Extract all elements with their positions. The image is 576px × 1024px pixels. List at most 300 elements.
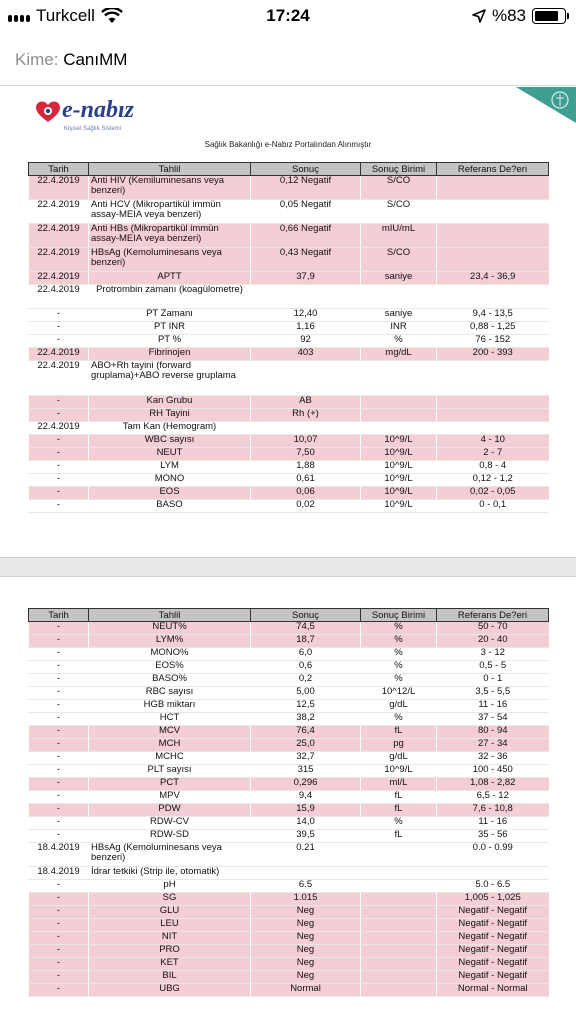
table-row xyxy=(29,830,549,843)
table-row xyxy=(29,474,549,487)
battery-icon xyxy=(532,8,566,24)
cell-result: 0,66 Negatif xyxy=(251,224,361,248)
cell-unit xyxy=(361,932,437,945)
cell-result: 76,4 xyxy=(251,726,361,739)
table-row xyxy=(29,752,549,765)
table-row xyxy=(29,461,549,474)
cell-test: PT INR xyxy=(89,322,251,335)
table-row xyxy=(29,635,549,648)
cell-reference: Negatif - Negatif xyxy=(437,945,549,958)
table-row xyxy=(29,791,549,804)
cell-unit xyxy=(361,906,437,919)
cell-result: 5,00 xyxy=(251,687,361,700)
cell-result: 315 xyxy=(251,765,361,778)
cell-result: 14,0 xyxy=(251,817,361,830)
table-row xyxy=(29,919,549,932)
cell-reference: 11 - 16 xyxy=(437,817,549,830)
cell-date: 22.4.2019 xyxy=(29,176,89,200)
cell-result xyxy=(251,361,361,396)
cell-test: Kan Grubu xyxy=(89,396,251,409)
table-row xyxy=(29,348,549,361)
document-title: Sağlık Bakanlığı e-Nabız Portalından Alınmıştır xyxy=(204,140,372,149)
cell-unit xyxy=(361,880,437,893)
cell-reference xyxy=(437,422,549,435)
table-row xyxy=(29,778,549,791)
cell-reference xyxy=(437,224,549,248)
cell-test: PLT sayısı xyxy=(89,765,251,778)
cell-date: 22.4.2019 xyxy=(29,285,89,309)
cell-unit: 10^9/L xyxy=(361,435,437,448)
table-row xyxy=(29,984,549,997)
cell-test: EOS% xyxy=(89,661,251,674)
cell-date: - xyxy=(29,396,89,409)
table-row xyxy=(29,687,549,700)
cell-date: - xyxy=(29,674,89,687)
cell-result: 37,9 xyxy=(251,272,361,285)
cell-result: 25,0 xyxy=(251,739,361,752)
table-header-row xyxy=(29,609,549,622)
cell-date: - xyxy=(29,487,89,500)
cell-test: RBC sayısı xyxy=(89,687,251,700)
table-row xyxy=(29,487,549,500)
cell-test: NIT xyxy=(89,932,251,945)
cell-unit: saniye xyxy=(361,272,437,285)
cell-date: - xyxy=(29,804,89,817)
cell-reference: Negatif - Negatif xyxy=(437,906,549,919)
table-row xyxy=(29,248,549,272)
cell-test: pH xyxy=(89,880,251,893)
header-date: Tarih xyxy=(29,163,89,176)
cell-test: Anti HIV (Kemiluminesans veya benzeri) xyxy=(89,176,251,200)
cell-test: Protrombin zamanı (koagülometre) xyxy=(89,285,251,309)
table-row xyxy=(29,674,549,687)
cell-unit: S/CO xyxy=(361,248,437,272)
cell-reference: 27 - 34 xyxy=(437,739,549,752)
cell-result: 0,296 xyxy=(251,778,361,791)
cell-unit: 10^9/L xyxy=(361,765,437,778)
cell-reference: 1,005 - 1,025 xyxy=(437,893,549,906)
cell-date: - xyxy=(29,984,89,997)
cell-date: - xyxy=(29,778,89,791)
cell-test: MCV xyxy=(89,726,251,739)
cell-reference: 9,4 - 13,5 xyxy=(437,309,549,322)
cell-date: - xyxy=(29,932,89,945)
cell-unit xyxy=(361,867,437,880)
cell-date: - xyxy=(29,448,89,461)
cell-unit: % xyxy=(361,648,437,661)
cell-date: - xyxy=(29,500,89,513)
cell-result xyxy=(251,422,361,435)
cell-reference xyxy=(437,867,549,880)
to-value[interactable]: CanıMM xyxy=(63,50,128,69)
cell-date: - xyxy=(29,739,89,752)
cell-unit: pg xyxy=(361,739,437,752)
cell-unit: g/dL xyxy=(361,700,437,713)
cell-unit: 10^9/L xyxy=(361,500,437,513)
cell-reference: 0 - 0,1 xyxy=(437,500,549,513)
cell-date: 22.4.2019 xyxy=(29,248,89,272)
cell-date: - xyxy=(29,971,89,984)
table-row xyxy=(29,880,549,893)
cell-test: MPV xyxy=(89,791,251,804)
table-row xyxy=(29,176,549,200)
table-row xyxy=(29,945,549,958)
cell-unit: fL xyxy=(361,726,437,739)
cell-reference: 5.0 - 6.5 xyxy=(437,880,549,893)
cell-date: - xyxy=(29,474,89,487)
cell-date: - xyxy=(29,635,89,648)
cell-test: KET xyxy=(89,958,251,971)
table-row xyxy=(29,713,549,726)
table-row xyxy=(29,422,549,435)
cell-date: - xyxy=(29,461,89,474)
cell-unit: 10^12/L xyxy=(361,687,437,700)
cell-unit xyxy=(361,422,437,435)
cell-result: 32,7 xyxy=(251,752,361,765)
cell-test: Tam Kan (Hemogram) xyxy=(89,422,251,435)
cell-date: - xyxy=(29,830,89,843)
cell-date: - xyxy=(29,752,89,765)
cell-unit: ml/L xyxy=(361,778,437,791)
location-arrow-icon xyxy=(472,9,486,23)
cell-result: 92 xyxy=(251,335,361,348)
cell-reference xyxy=(437,361,549,396)
cell-reference: 0,02 - 0,05 xyxy=(437,487,549,500)
cell-result: 15,9 xyxy=(251,804,361,817)
cell-unit: S/CO xyxy=(361,176,437,200)
cell-result: 1,88 xyxy=(251,461,361,474)
cell-test: GLU xyxy=(89,906,251,919)
table-row xyxy=(29,396,549,409)
to-label: Kime: xyxy=(15,50,59,69)
table-row xyxy=(29,661,549,674)
cell-reference: 1,08 - 2,82 xyxy=(437,778,549,791)
lab-results-table-1 xyxy=(28,162,549,513)
cell-reference: 20 - 40 xyxy=(437,635,549,648)
cell-test: UBG xyxy=(89,984,251,997)
table-row xyxy=(29,906,549,919)
cell-date: - xyxy=(29,309,89,322)
cell-result: Neg xyxy=(251,906,361,919)
table-row xyxy=(29,739,549,752)
table-row xyxy=(29,409,549,422)
cell-result xyxy=(251,285,361,309)
cell-test: MONO% xyxy=(89,648,251,661)
cell-result: 7,50 xyxy=(251,448,361,461)
ministry-emblem-icon xyxy=(516,87,576,123)
table-row xyxy=(29,726,549,739)
cell-unit: % xyxy=(361,635,437,648)
cell-reference: 0,5 - 5 xyxy=(437,661,549,674)
cell-unit xyxy=(361,361,437,396)
cell-result: 12,5 xyxy=(251,700,361,713)
table-row xyxy=(29,932,549,945)
cell-date: 22.4.2019 xyxy=(29,200,89,224)
cell-reference: 0,8 - 4 xyxy=(437,461,549,474)
enabiz-logo xyxy=(36,93,186,137)
cell-reference: 0 - 1 xyxy=(437,674,549,687)
cell-result: 0,61 xyxy=(251,474,361,487)
page-separator xyxy=(0,557,576,577)
cell-result: Rh (+) xyxy=(251,409,361,422)
cell-test: LEU xyxy=(89,919,251,932)
cell-result: 6.5 xyxy=(251,880,361,893)
table-row xyxy=(29,448,549,461)
cell-date: - xyxy=(29,906,89,919)
cell-unit: mIU/mL xyxy=(361,224,437,248)
table-row xyxy=(29,804,549,817)
cell-date: 22.4.2019 xyxy=(29,422,89,435)
cell-unit xyxy=(361,409,437,422)
cell-result: 0,2 xyxy=(251,674,361,687)
table-row xyxy=(29,765,549,778)
cell-reference: 80 - 94 xyxy=(437,726,549,739)
table-row xyxy=(29,272,549,285)
cell-unit: fL xyxy=(361,791,437,804)
cell-reference: Normal - Normal xyxy=(437,984,549,997)
cell-reference: Negatif - Negatif xyxy=(437,958,549,971)
cell-test: İdrar tetkiki (Strip ile, otomatik) xyxy=(89,867,251,880)
cell-date: - xyxy=(29,335,89,348)
cell-reference xyxy=(437,200,549,224)
cell-test: BIL xyxy=(89,971,251,984)
cell-date: - xyxy=(29,945,89,958)
cell-result: 38,2 xyxy=(251,713,361,726)
cell-reference: 0,88 - 1,25 xyxy=(437,322,549,335)
cell-result: Neg xyxy=(251,971,361,984)
cell-reference: 35 - 56 xyxy=(437,830,549,843)
cell-unit: fL xyxy=(361,804,437,817)
cell-test: RDW-CV xyxy=(89,817,251,830)
table-row xyxy=(29,817,549,830)
header-date: Tarih xyxy=(29,609,89,622)
cell-date: - xyxy=(29,322,89,335)
table-row xyxy=(29,335,549,348)
cell-test: HBsAg (Kemoluminesans veya benzeri) xyxy=(89,843,251,867)
cell-unit: g/dL xyxy=(361,752,437,765)
table-row xyxy=(29,322,549,335)
cell-date: - xyxy=(29,765,89,778)
cell-test: PDW xyxy=(89,804,251,817)
table-row xyxy=(29,500,549,513)
cell-reference: 7,6 - 10,8 xyxy=(437,804,549,817)
cell-unit xyxy=(361,285,437,309)
cell-date: 22.4.2019 xyxy=(29,272,89,285)
table-row xyxy=(29,648,549,661)
cell-reference: 3 - 12 xyxy=(437,648,549,661)
cell-test: Anti HBs (Mikropartikül immün assay-MEIA veya benzeri) xyxy=(89,224,251,248)
cell-result: 74,5 xyxy=(251,622,361,635)
cell-unit: S/CO xyxy=(361,200,437,224)
header-unit: Sonuç Birimi xyxy=(361,163,437,176)
cell-reference: 11 - 16 xyxy=(437,700,549,713)
status-right xyxy=(472,6,566,26)
table-row xyxy=(29,622,549,635)
cell-date: 22.4.2019 xyxy=(29,348,89,361)
table-row xyxy=(29,958,549,971)
header-reference: Referans De?eri xyxy=(437,609,549,622)
cell-result: 1.015 xyxy=(251,893,361,906)
cell-reference: 2 - 7 xyxy=(437,448,549,461)
cell-reference: Negatif - Negatif xyxy=(437,971,549,984)
cell-date: - xyxy=(29,687,89,700)
header-test: Tahlil xyxy=(89,163,251,176)
cell-unit: % xyxy=(361,661,437,674)
cell-reference: 200 - 393 xyxy=(437,348,549,361)
cell-date: - xyxy=(29,726,89,739)
cell-test: PT % xyxy=(89,335,251,348)
cell-test: PCT xyxy=(89,778,251,791)
table-row xyxy=(29,224,549,248)
cell-test: MONO xyxy=(89,474,251,487)
table-row xyxy=(29,309,549,322)
logo-text: e-nabız xyxy=(62,97,134,123)
table-row xyxy=(29,867,549,880)
cell-unit xyxy=(361,919,437,932)
cell-result: 12,40 xyxy=(251,309,361,322)
cell-reference: 32 - 36 xyxy=(437,752,549,765)
cell-test: Fibrinojen xyxy=(89,348,251,361)
cell-reference xyxy=(437,248,549,272)
cell-test: NEUT% xyxy=(89,622,251,635)
cell-reference: 4 - 10 xyxy=(437,435,549,448)
cell-result: 10,07 xyxy=(251,435,361,448)
battery-percent: %83 xyxy=(491,6,526,25)
cell-result: Neg xyxy=(251,932,361,945)
cell-unit xyxy=(361,893,437,906)
cell-date: - xyxy=(29,893,89,906)
cell-date: - xyxy=(29,700,89,713)
cell-test: PRO xyxy=(89,945,251,958)
cell-test: ABO+Rh tayini (forward gruplama)+ABO reverse gruplama xyxy=(89,361,251,396)
cell-date: - xyxy=(29,958,89,971)
cell-reference xyxy=(437,285,549,309)
table-body-1 xyxy=(29,176,549,513)
cell-reference: 23,4 - 36,9 xyxy=(437,272,549,285)
cell-unit: % xyxy=(361,817,437,830)
cell-test: EOS xyxy=(89,487,251,500)
cell-reference xyxy=(437,396,549,409)
cell-unit: 10^9/L xyxy=(361,474,437,487)
cell-date: - xyxy=(29,713,89,726)
cell-test: APTT xyxy=(89,272,251,285)
cell-unit: 10^9/L xyxy=(361,487,437,500)
table-row xyxy=(29,700,549,713)
cell-test: SG xyxy=(89,893,251,906)
header-unit: Sonuç Birimi xyxy=(361,609,437,622)
cell-date: - xyxy=(29,880,89,893)
cell-reference: 37 - 54 xyxy=(437,713,549,726)
cell-test: HCT xyxy=(89,713,251,726)
cell-test: MCH xyxy=(89,739,251,752)
cell-reference: 100 - 450 xyxy=(437,765,549,778)
document-page-1 xyxy=(0,87,576,557)
recipient-row[interactable] xyxy=(0,34,576,86)
cell-test: HBsAg (Kemoluminesans veya benzeri) xyxy=(89,248,251,272)
cell-unit: INR xyxy=(361,322,437,335)
header-result: Sonuç xyxy=(251,609,361,622)
cell-test: PT Zamanı xyxy=(89,309,251,322)
cell-date: - xyxy=(29,817,89,830)
cell-result: 6,0 xyxy=(251,648,361,661)
table-header-row xyxy=(29,163,549,176)
table-row xyxy=(29,285,549,309)
cell-test: HGB miktarı xyxy=(89,700,251,713)
lab-results-table-2 xyxy=(28,608,549,997)
table-body-2 xyxy=(29,622,549,997)
cell-reference: 3,5 - 5,5 xyxy=(437,687,549,700)
cell-reference: 0,12 - 1,2 xyxy=(437,474,549,487)
cell-unit: % xyxy=(361,335,437,348)
cell-unit xyxy=(361,945,437,958)
cell-date: - xyxy=(29,919,89,932)
cell-unit: 10^9/L xyxy=(361,448,437,461)
cell-reference: Negatif - Negatif xyxy=(437,932,549,945)
document-page-2 xyxy=(0,577,576,1024)
cell-date: 18.4.2019 xyxy=(29,867,89,880)
cell-test: RH Tayini xyxy=(89,409,251,422)
cell-reference: 0.0 - 0.99 xyxy=(437,843,549,867)
cell-unit: 10^9/L xyxy=(361,461,437,474)
cell-result: 9,4 xyxy=(251,791,361,804)
header-reference: Referans De?eri xyxy=(437,163,549,176)
carrier-name: Turkcell xyxy=(36,6,95,25)
table-row xyxy=(29,435,549,448)
cell-result xyxy=(251,867,361,880)
cell-unit: mg/dL xyxy=(361,348,437,361)
cell-test: Anti HCV (Mikropartikül immün assay-MEIA veya benzeri) xyxy=(89,200,251,224)
cell-date: - xyxy=(29,409,89,422)
cell-result: 0,43 Negatif xyxy=(251,248,361,272)
clock: 17:24 xyxy=(266,6,310,25)
cell-unit xyxy=(361,958,437,971)
cell-test: BASO xyxy=(89,500,251,513)
cell-unit xyxy=(361,396,437,409)
cell-result: 0,12 Negatif xyxy=(251,176,361,200)
header-test: Tahlil xyxy=(89,609,251,622)
logo-tagline: Kişisel Sağlık Sistemi xyxy=(64,126,122,132)
battery-fill xyxy=(535,11,558,21)
cell-reference: 76 - 152 xyxy=(437,335,549,348)
cell-result: 0,02 xyxy=(251,500,361,513)
cell-result: 0,06 xyxy=(251,487,361,500)
status-bar xyxy=(0,0,576,34)
cell-result: Neg xyxy=(251,919,361,932)
cell-unit: % xyxy=(361,622,437,635)
cell-test: RDW-SD xyxy=(89,830,251,843)
cell-date: 18.4.2019 xyxy=(29,843,89,867)
cell-result: 0,05 Negatif xyxy=(251,200,361,224)
cell-date: - xyxy=(29,661,89,674)
cell-unit: % xyxy=(361,713,437,726)
cell-date: - xyxy=(29,791,89,804)
cell-result: AB xyxy=(251,396,361,409)
table-row xyxy=(29,893,549,906)
cell-result: 39,5 xyxy=(251,830,361,843)
cell-unit xyxy=(361,984,437,997)
cell-result: Neg xyxy=(251,945,361,958)
heart-logo-icon xyxy=(36,101,60,123)
cell-test: LYM xyxy=(89,461,251,474)
cell-test: BASO% xyxy=(89,674,251,687)
cell-date: - xyxy=(29,622,89,635)
cell-date: - xyxy=(29,435,89,448)
cell-reference: Negatif - Negatif xyxy=(437,919,549,932)
cell-unit xyxy=(361,843,437,867)
cell-reference: 6,5 - 12 xyxy=(437,791,549,804)
cell-unit: fL xyxy=(361,830,437,843)
cell-date: - xyxy=(29,648,89,661)
